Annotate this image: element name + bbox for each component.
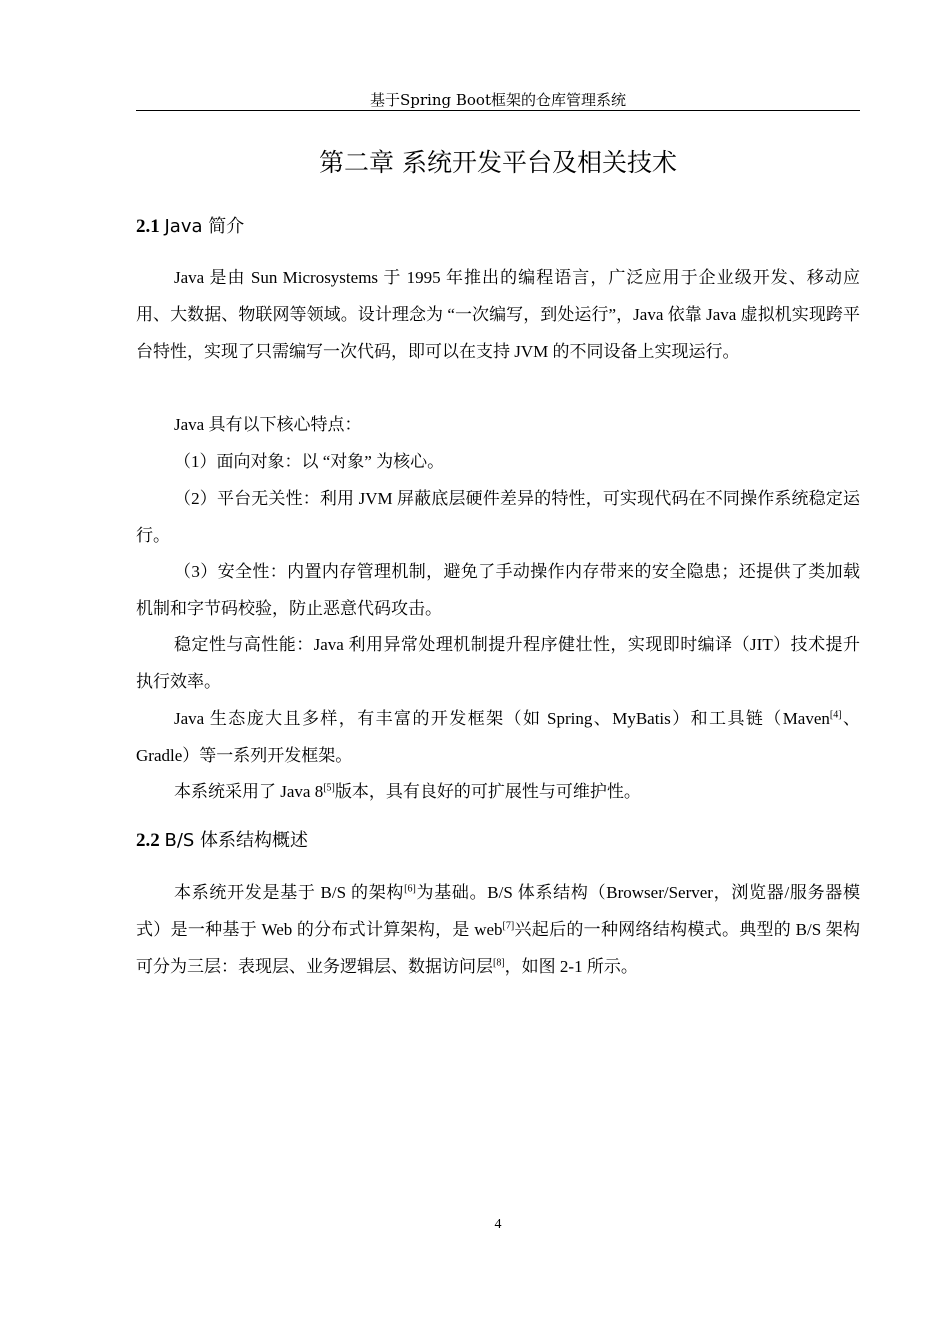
section-heading-2-1 <box>136 214 860 240</box>
ecosystem-text-1: Java 生态庞大且多样，有丰富的开发框架（如 Spring、MyBatis）和工具链（Maven <box>174 709 830 728</box>
paragraph-stability: 稳定性与高性能：Java 利用异常处理机制提升程序健壮性，实现即时编译（JIT）技术提升执行效率。 <box>136 635 860 691</box>
section-number: 2.1 <box>136 216 160 237</box>
paragraph-feature-3: （3）安全性：内置内存管理机制，避免了手动操作内存带来的安全隐患；还提供了类加载机制和字节码校验，防止恶意代码攻击。 <box>136 562 860 618</box>
bs-text-4: ，如图 2-1 所示。 <box>504 957 638 976</box>
citation-5: [5] <box>323 782 335 794</box>
citation-8: [8] <box>493 957 505 969</box>
citation-4: [4] <box>829 709 842 721</box>
paragraph-feature-1: （1）面向对象：以 “对象” 为核心。 <box>174 452 445 471</box>
section-title: Java 简介 <box>164 216 245 237</box>
version-text-1: 本系统采用了 Java 8 <box>174 782 324 801</box>
chapter-title: 第二章 系统开发平台及相关技术 <box>319 148 677 177</box>
section-heading-2-2 <box>136 828 860 854</box>
citation-7: [7] <box>502 920 515 932</box>
paragraph-feature-2: （2）平台无关性：利用 JVM 屏蔽底层硬件差异的特性，可实现代码在不同操作系统稳定运行。 <box>136 489 860 545</box>
paragraph-java-intro: Java 是由 Sun Microsystems 于 1995 年推出的编程语言，广泛应用于企业级开发、移动应用、大数据、物联网等领域。设计理念为 “一次编写，到处运行”，Java 依靠 Java 虚拟机实现跨平台特性，实现了只需编写一次代码，即可以在支持 JVM 的不同设备上实现运行。 <box>136 268 860 361</box>
paragraph-features-lead: Java 具有以下核心特点： <box>174 415 362 434</box>
bs-text-3: 兴起后的一种网络结构模式。典型的 B/S 架构可分为三层：表现层、业务逻辑层、数据访问层 <box>136 920 860 976</box>
section-title: B/S 体系结构概述 <box>164 830 309 851</box>
paragraph-bs-architecture <box>136 874 860 985</box>
paragraph-version <box>136 773 860 810</box>
bs-text-2: 为基础。B/S 体系结构（Browser/Server，浏览器/服务器模式）是一种基于 Web 的分布式计算架构，是 web <box>136 883 860 939</box>
paragraph-ecosystem <box>136 700 860 774</box>
ecosystem-text-2: 、Gradle）等一系列开发框架。 <box>136 709 860 765</box>
page-number: 4 <box>494 1217 502 1232</box>
bs-text-1: 本系统开发是基于 B/S 的架构 <box>174 883 405 902</box>
section-number: 2.2 <box>136 830 160 851</box>
header-rule <box>136 110 860 111</box>
version-text-2: 版本，具有良好的可扩展性与可维护性。 <box>334 782 641 801</box>
running-header: 基于Spring Boot框架的仓库管理系统 <box>370 91 626 109</box>
citation-6: [6] <box>404 883 416 895</box>
